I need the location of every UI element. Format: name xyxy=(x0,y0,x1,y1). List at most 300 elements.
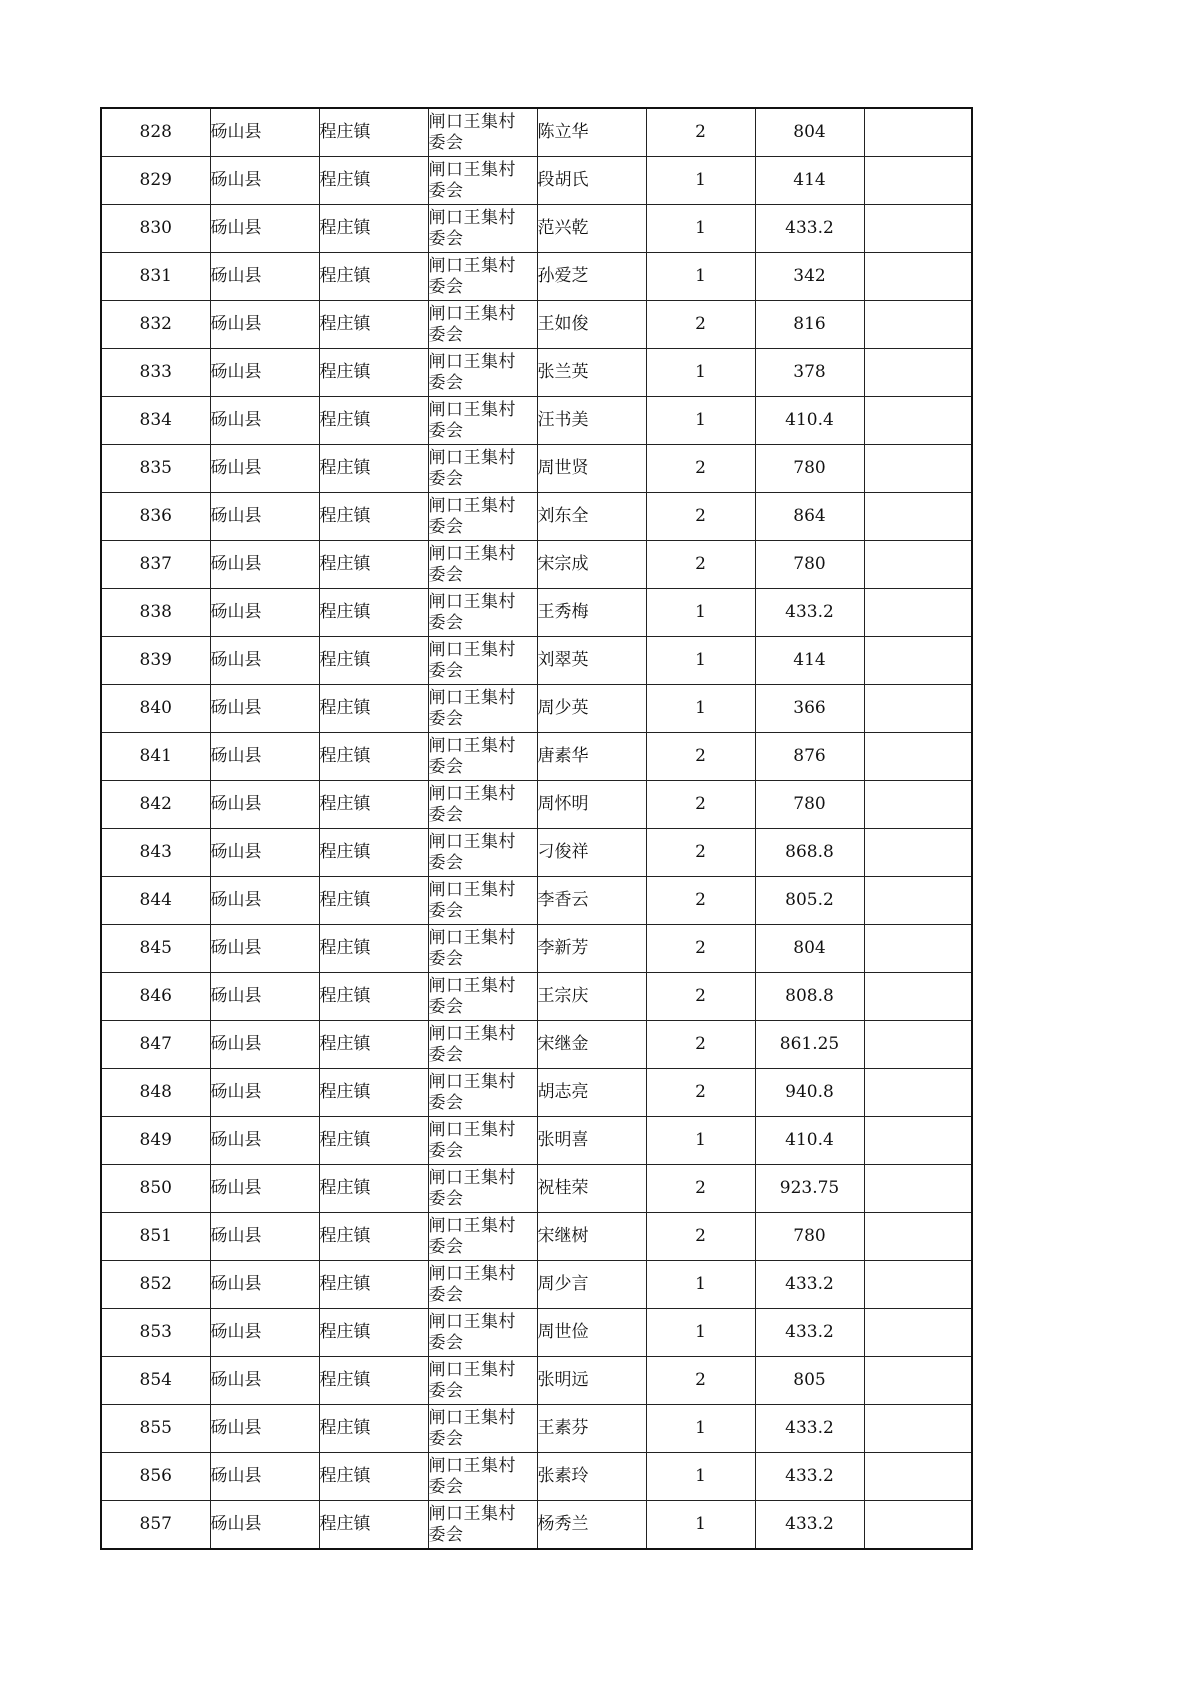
cell-person-name: 周世贤 xyxy=(537,445,646,493)
table-row xyxy=(101,205,972,253)
cell-person-name: 李新芳 xyxy=(537,925,646,973)
cell-note xyxy=(864,205,972,253)
cell-village-line: 委会 xyxy=(428,516,464,537)
cell-serial-number: 844 xyxy=(101,877,210,925)
cell-town: 程庄镇 xyxy=(319,829,428,877)
cell-amount: 378 xyxy=(755,349,864,397)
cell-village-line: 闸口王集村 xyxy=(428,399,516,420)
cell-village-line: 委会 xyxy=(428,708,464,729)
cell-serial-number: 850 xyxy=(101,1165,210,1213)
cell-village xyxy=(428,1165,537,1213)
cell-household-count: 1 xyxy=(646,1117,755,1165)
cell-village xyxy=(428,829,537,877)
cell-amount: 804 xyxy=(755,925,864,973)
cell-serial-number: 828 xyxy=(101,108,210,157)
cell-town: 程庄镇 xyxy=(319,108,428,157)
cell-amount: 780 xyxy=(755,541,864,589)
cell-village-line: 闸口王集村 xyxy=(428,975,516,996)
table-row xyxy=(101,1069,972,1117)
cell-village-line: 闸口王集村 xyxy=(428,255,516,276)
cell-household-count: 2 xyxy=(646,493,755,541)
cell-serial-number: 833 xyxy=(101,349,210,397)
cell-county: 砀山县 xyxy=(210,445,319,493)
cell-village-line: 闸口王集村 xyxy=(428,1455,516,1476)
cell-person-name: 胡志亮 xyxy=(537,1069,646,1117)
cell-village-line: 闸口王集村 xyxy=(428,687,516,708)
cell-county: 砀山县 xyxy=(210,733,319,781)
cell-amount: 940.8 xyxy=(755,1069,864,1117)
cell-person-name: 汪书美 xyxy=(537,397,646,445)
cell-serial-number: 848 xyxy=(101,1069,210,1117)
cell-village-line: 委会 xyxy=(428,852,464,873)
table-row xyxy=(101,157,972,205)
cell-village xyxy=(428,1501,537,1550)
table-row xyxy=(101,1501,972,1550)
cell-town: 程庄镇 xyxy=(319,637,428,685)
cell-amount: 433.2 xyxy=(755,589,864,637)
cell-note xyxy=(864,1021,972,1069)
cell-county: 砀山县 xyxy=(210,108,319,157)
cell-person-name: 李香云 xyxy=(537,877,646,925)
cell-note xyxy=(864,349,972,397)
cell-village-line: 闸口王集村 xyxy=(428,495,516,516)
cell-county: 砀山县 xyxy=(210,1213,319,1261)
cell-village-line: 委会 xyxy=(428,1524,464,1545)
cell-household-count: 1 xyxy=(646,685,755,733)
cell-village xyxy=(428,349,537,397)
table-row xyxy=(101,1213,972,1261)
cell-village-line: 委会 xyxy=(428,564,464,585)
cell-village-line: 闸口王集村 xyxy=(428,111,516,132)
cell-town: 程庄镇 xyxy=(319,1165,428,1213)
cell-note xyxy=(864,1357,972,1405)
table-row xyxy=(101,877,972,925)
cell-village-line: 委会 xyxy=(428,324,464,345)
cell-household-count: 1 xyxy=(646,1501,755,1550)
cell-person-name: 宋宗成 xyxy=(537,541,646,589)
cell-county: 砀山县 xyxy=(210,1405,319,1453)
cell-village-line: 闸口王集村 xyxy=(428,591,516,612)
cell-village xyxy=(428,1021,537,1069)
cell-person-name: 周怀明 xyxy=(537,781,646,829)
cell-town: 程庄镇 xyxy=(319,493,428,541)
cell-county: 砀山县 xyxy=(210,685,319,733)
cell-person-name: 段胡氏 xyxy=(537,157,646,205)
cell-county: 砀山县 xyxy=(210,397,319,445)
cell-county: 砀山县 xyxy=(210,253,319,301)
cell-village-line: 委会 xyxy=(428,1188,464,1209)
cell-person-name: 宋继金 xyxy=(537,1021,646,1069)
cell-county: 砀山县 xyxy=(210,1021,319,1069)
cell-town: 程庄镇 xyxy=(319,253,428,301)
cell-person-name: 张素玲 xyxy=(537,1453,646,1501)
cell-household-count: 1 xyxy=(646,397,755,445)
cell-village-line: 委会 xyxy=(428,1140,464,1161)
cell-town: 程庄镇 xyxy=(319,1069,428,1117)
cell-town: 程庄镇 xyxy=(319,733,428,781)
cell-town: 程庄镇 xyxy=(319,1309,428,1357)
cell-county: 砀山县 xyxy=(210,349,319,397)
cell-amount: 410.4 xyxy=(755,1117,864,1165)
cell-county: 砀山县 xyxy=(210,1165,319,1213)
cell-note xyxy=(864,925,972,973)
cell-note xyxy=(864,637,972,685)
cell-village xyxy=(428,1309,537,1357)
cell-serial-number: 840 xyxy=(101,685,210,733)
table-row xyxy=(101,925,972,973)
cell-note xyxy=(864,829,972,877)
cell-village xyxy=(428,1405,537,1453)
cell-town: 程庄镇 xyxy=(319,1213,428,1261)
cell-county: 砀山县 xyxy=(210,1357,319,1405)
cell-serial-number: 852 xyxy=(101,1261,210,1309)
table-row xyxy=(101,781,972,829)
cell-household-count: 2 xyxy=(646,973,755,1021)
cell-person-name: 王素芬 xyxy=(537,1405,646,1453)
cell-note xyxy=(864,589,972,637)
cell-person-name: 陈立华 xyxy=(537,108,646,157)
cell-note xyxy=(864,301,972,349)
cell-amount: 433.2 xyxy=(755,205,864,253)
cell-note xyxy=(864,1165,972,1213)
table-row xyxy=(101,108,972,157)
cell-village-line: 闸口王集村 xyxy=(428,207,516,228)
cell-amount: 868.8 xyxy=(755,829,864,877)
cell-village-line: 委会 xyxy=(428,468,464,489)
cell-village-line: 委会 xyxy=(428,276,464,297)
cell-person-name: 宋继树 xyxy=(537,1213,646,1261)
cell-village xyxy=(428,733,537,781)
cell-county: 砀山县 xyxy=(210,1069,319,1117)
cell-village-line: 闸口王集村 xyxy=(428,351,516,372)
cell-county: 砀山县 xyxy=(210,1261,319,1309)
cell-amount: 342 xyxy=(755,253,864,301)
cell-village xyxy=(428,1453,537,1501)
table-row xyxy=(101,301,972,349)
cell-household-count: 1 xyxy=(646,157,755,205)
cell-household-count: 2 xyxy=(646,1357,755,1405)
cell-note xyxy=(864,973,972,1021)
cell-person-name: 杨秀兰 xyxy=(537,1501,646,1550)
cell-person-name: 范兴乾 xyxy=(537,205,646,253)
cell-village xyxy=(428,493,537,541)
cell-village-line: 闸口王集村 xyxy=(428,735,516,756)
cell-person-name: 刘东全 xyxy=(537,493,646,541)
cell-amount: 414 xyxy=(755,637,864,685)
cell-village-line: 委会 xyxy=(428,900,464,921)
cell-village-line: 委会 xyxy=(428,1476,464,1497)
cell-household-count: 1 xyxy=(646,589,755,637)
cell-person-name: 张明远 xyxy=(537,1357,646,1405)
cell-amount: 433.2 xyxy=(755,1261,864,1309)
cell-serial-number: 837 xyxy=(101,541,210,589)
cell-village-line: 委会 xyxy=(428,1236,464,1257)
cell-serial-number: 847 xyxy=(101,1021,210,1069)
cell-village-line: 闸口王集村 xyxy=(428,927,516,948)
cell-serial-number: 846 xyxy=(101,973,210,1021)
cell-village-line: 委会 xyxy=(428,660,464,681)
cell-town: 程庄镇 xyxy=(319,1453,428,1501)
cell-amount: 804 xyxy=(755,108,864,157)
cell-serial-number: 838 xyxy=(101,589,210,637)
cell-note xyxy=(864,445,972,493)
table-row xyxy=(101,589,972,637)
cell-serial-number: 843 xyxy=(101,829,210,877)
cell-person-name: 刘翠英 xyxy=(537,637,646,685)
cell-county: 砀山县 xyxy=(210,829,319,877)
cell-village-line: 闸口王集村 xyxy=(428,1023,516,1044)
cell-village-line: 闸口王集村 xyxy=(428,447,516,468)
table-row xyxy=(101,637,972,685)
cell-amount: 366 xyxy=(755,685,864,733)
cell-person-name: 刁俊祥 xyxy=(537,829,646,877)
cell-village-line: 闸口王集村 xyxy=(428,1071,516,1092)
cell-serial-number: 829 xyxy=(101,157,210,205)
cell-county: 砀山县 xyxy=(210,205,319,253)
table-row xyxy=(101,397,972,445)
cell-amount: 410.4 xyxy=(755,397,864,445)
cell-note xyxy=(864,397,972,445)
cell-county: 砀山县 xyxy=(210,925,319,973)
cell-serial-number: 830 xyxy=(101,205,210,253)
cell-town: 程庄镇 xyxy=(319,685,428,733)
cell-person-name: 王如俊 xyxy=(537,301,646,349)
cell-note xyxy=(864,1069,972,1117)
cell-household-count: 2 xyxy=(646,829,755,877)
cell-amount: 433.2 xyxy=(755,1309,864,1357)
cell-serial-number: 855 xyxy=(101,1405,210,1453)
table-row xyxy=(101,1453,972,1501)
cell-person-name: 唐素华 xyxy=(537,733,646,781)
cell-village xyxy=(428,445,537,493)
cell-person-name: 周世俭 xyxy=(537,1309,646,1357)
cell-village-line: 闸口王集村 xyxy=(428,639,516,660)
cell-serial-number: 857 xyxy=(101,1501,210,1550)
cell-county: 砀山县 xyxy=(210,301,319,349)
cell-village xyxy=(428,301,537,349)
cell-serial-number: 853 xyxy=(101,1309,210,1357)
cell-note xyxy=(864,1213,972,1261)
table-row xyxy=(101,349,972,397)
cell-village-line: 闸口王集村 xyxy=(428,1263,516,1284)
cell-serial-number: 849 xyxy=(101,1117,210,1165)
records-table-body xyxy=(101,108,972,1549)
cell-amount: 414 xyxy=(755,157,864,205)
cell-county: 砀山县 xyxy=(210,637,319,685)
cell-serial-number: 841 xyxy=(101,733,210,781)
cell-village-line: 委会 xyxy=(428,1284,464,1305)
cell-county: 砀山县 xyxy=(210,973,319,1021)
cell-village xyxy=(428,108,537,157)
cell-serial-number: 831 xyxy=(101,253,210,301)
cell-serial-number: 851 xyxy=(101,1213,210,1261)
cell-note xyxy=(864,108,972,157)
cell-village-line: 委会 xyxy=(428,804,464,825)
cell-household-count: 2 xyxy=(646,108,755,157)
cell-village-line: 委会 xyxy=(428,420,464,441)
cell-village xyxy=(428,541,537,589)
cell-village-line: 闸口王集村 xyxy=(428,879,516,900)
cell-village-line: 闸口王集村 xyxy=(428,1503,516,1524)
cell-person-name: 王宗庆 xyxy=(537,973,646,1021)
cell-person-name: 张兰英 xyxy=(537,349,646,397)
cell-village xyxy=(428,397,537,445)
cell-serial-number: 834 xyxy=(101,397,210,445)
cell-serial-number: 854 xyxy=(101,1357,210,1405)
cell-village xyxy=(428,157,537,205)
cell-village-line: 闸口王集村 xyxy=(428,1407,516,1428)
cell-household-count: 2 xyxy=(646,877,755,925)
cell-town: 程庄镇 xyxy=(319,205,428,253)
table-row xyxy=(101,1309,972,1357)
cell-town: 程庄镇 xyxy=(319,1261,428,1309)
cell-amount: 864 xyxy=(755,493,864,541)
cell-note xyxy=(864,877,972,925)
cell-village xyxy=(428,637,537,685)
cell-household-count: 2 xyxy=(646,925,755,973)
cell-village-line: 委会 xyxy=(428,1044,464,1065)
cell-county: 砀山县 xyxy=(210,589,319,637)
table-row xyxy=(101,1117,972,1165)
cell-village-line: 闸口王集村 xyxy=(428,303,516,324)
cell-town: 程庄镇 xyxy=(319,781,428,829)
cell-village-line: 委会 xyxy=(428,228,464,249)
table-row xyxy=(101,253,972,301)
cell-amount: 780 xyxy=(755,1213,864,1261)
cell-village-line: 委会 xyxy=(428,996,464,1017)
cell-village-line: 委会 xyxy=(428,1092,464,1113)
cell-village-line: 委会 xyxy=(428,1332,464,1353)
cell-county: 砀山县 xyxy=(210,781,319,829)
cell-household-count: 1 xyxy=(646,1309,755,1357)
cell-town: 程庄镇 xyxy=(319,157,428,205)
table-row xyxy=(101,973,972,1021)
table-row xyxy=(101,1261,972,1309)
cell-town: 程庄镇 xyxy=(319,445,428,493)
cell-serial-number: 856 xyxy=(101,1453,210,1501)
table-row xyxy=(101,1357,972,1405)
cell-household-count: 2 xyxy=(646,733,755,781)
cell-town: 程庄镇 xyxy=(319,397,428,445)
cell-village xyxy=(428,1213,537,1261)
cell-town: 程庄镇 xyxy=(319,589,428,637)
cell-household-count: 2 xyxy=(646,541,755,589)
cell-household-count: 1 xyxy=(646,349,755,397)
cell-town: 程庄镇 xyxy=(319,1117,428,1165)
cell-town: 程庄镇 xyxy=(319,973,428,1021)
cell-person-name: 张明喜 xyxy=(537,1117,646,1165)
cell-amount: 433.2 xyxy=(755,1453,864,1501)
cell-county: 砀山县 xyxy=(210,877,319,925)
cell-county: 砀山县 xyxy=(210,1309,319,1357)
cell-household-count: 1 xyxy=(646,1261,755,1309)
cell-household-count: 2 xyxy=(646,1021,755,1069)
cell-village-line: 委会 xyxy=(428,372,464,393)
cell-village xyxy=(428,973,537,1021)
cell-village xyxy=(428,253,537,301)
cell-village-line: 委会 xyxy=(428,756,464,777)
cell-village xyxy=(428,205,537,253)
cell-note xyxy=(864,1261,972,1309)
cell-serial-number: 845 xyxy=(101,925,210,973)
cell-amount: 816 xyxy=(755,301,864,349)
cell-household-count: 2 xyxy=(646,1213,755,1261)
cell-village xyxy=(428,1357,537,1405)
cell-village xyxy=(428,1069,537,1117)
cell-amount: 808.8 xyxy=(755,973,864,1021)
cell-amount: 780 xyxy=(755,445,864,493)
cell-county: 砀山县 xyxy=(210,541,319,589)
cell-amount: 780 xyxy=(755,781,864,829)
cell-town: 程庄镇 xyxy=(319,877,428,925)
cell-amount: 861.25 xyxy=(755,1021,864,1069)
cell-serial-number: 835 xyxy=(101,445,210,493)
cell-village xyxy=(428,877,537,925)
table-row xyxy=(101,1405,972,1453)
cell-village-line: 闸口王集村 xyxy=(428,1215,516,1236)
records-table xyxy=(100,107,973,1550)
cell-note xyxy=(864,781,972,829)
table-row xyxy=(101,1165,972,1213)
cell-serial-number: 842 xyxy=(101,781,210,829)
cell-county: 砀山县 xyxy=(210,1453,319,1501)
cell-village-line: 委会 xyxy=(428,180,464,201)
cell-household-count: 2 xyxy=(646,445,755,493)
cell-note xyxy=(864,685,972,733)
cell-note xyxy=(864,733,972,781)
cell-town: 程庄镇 xyxy=(319,1357,428,1405)
cell-person-name: 祝桂荣 xyxy=(537,1165,646,1213)
cell-household-count: 1 xyxy=(646,637,755,685)
cell-village-line: 闸口王集村 xyxy=(428,159,516,180)
cell-person-name: 周少言 xyxy=(537,1261,646,1309)
cell-county: 砀山县 xyxy=(210,157,319,205)
cell-household-count: 2 xyxy=(646,781,755,829)
cell-village-line: 委会 xyxy=(428,1380,464,1401)
cell-village-line: 闸口王集村 xyxy=(428,1359,516,1380)
table-row xyxy=(101,1021,972,1069)
cell-village-line: 闸口王集村 xyxy=(428,783,516,804)
cell-household-count: 1 xyxy=(646,1453,755,1501)
cell-village xyxy=(428,589,537,637)
cell-village-line: 委会 xyxy=(428,612,464,633)
cell-amount: 805 xyxy=(755,1357,864,1405)
cell-household-count: 1 xyxy=(646,1405,755,1453)
cell-town: 程庄镇 xyxy=(319,541,428,589)
table-row xyxy=(101,733,972,781)
cell-household-count: 1 xyxy=(646,205,755,253)
cell-note xyxy=(864,493,972,541)
cell-note xyxy=(864,1501,972,1550)
cell-village xyxy=(428,925,537,973)
cell-village-line: 闸口王集村 xyxy=(428,831,516,852)
cell-village xyxy=(428,685,537,733)
cell-village xyxy=(428,781,537,829)
table-row xyxy=(101,493,972,541)
cell-amount: 433.2 xyxy=(755,1405,864,1453)
cell-serial-number: 839 xyxy=(101,637,210,685)
cell-note xyxy=(864,1405,972,1453)
cell-note xyxy=(864,253,972,301)
cell-county: 砀山县 xyxy=(210,493,319,541)
cell-town: 程庄镇 xyxy=(319,349,428,397)
cell-household-count: 2 xyxy=(646,301,755,349)
cell-serial-number: 832 xyxy=(101,301,210,349)
cell-amount: 876 xyxy=(755,733,864,781)
cell-amount: 805.2 xyxy=(755,877,864,925)
cell-village-line: 闸口王集村 xyxy=(428,543,516,564)
cell-note xyxy=(864,1309,972,1357)
